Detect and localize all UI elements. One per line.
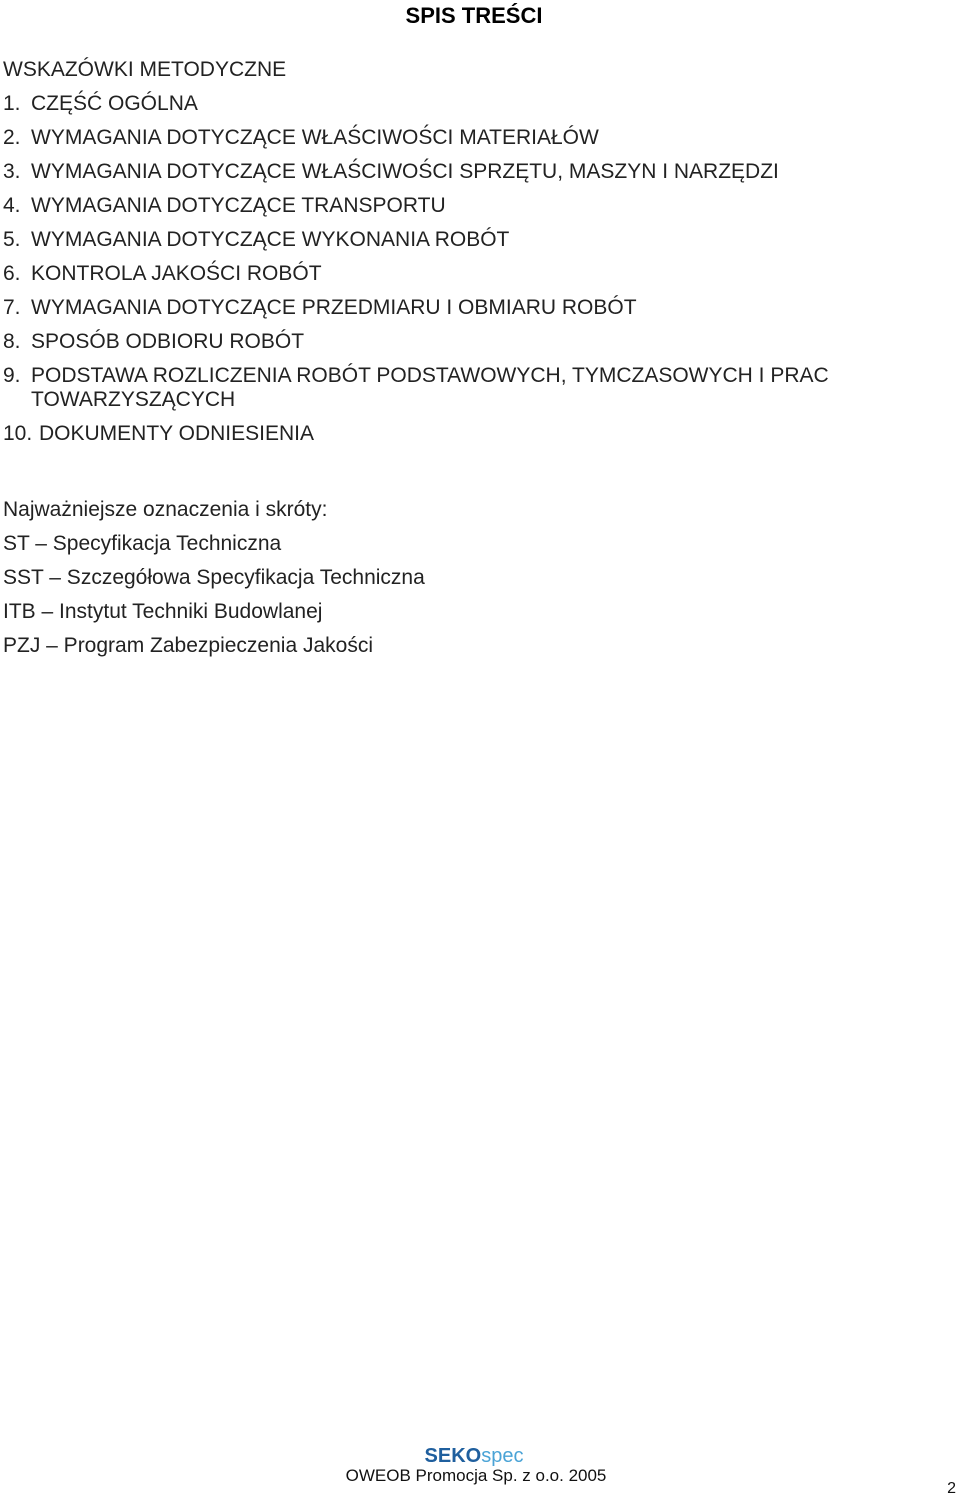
- toc-item-text: WYMAGANIA DOTYCZĄCE TRANSPORTU: [31, 194, 446, 217]
- toc-item-text: KONTROLA JAKOŚCI ROBÓT: [31, 262, 322, 285]
- toc-item-number: 4.: [3, 194, 21, 217]
- toc-item-text: PODSTAWA ROZLICZENIA ROBÓT PODSTAWOWYCH, TYMCZASOWYCH I PRAC TOWARZYSZĄCYCH: [31, 364, 829, 411]
- toc-item: [3, 90, 933, 124]
- toc-item-text: DOKUMENTY ODNIESIENIA: [39, 422, 314, 445]
- toc-item: [3, 420, 933, 454]
- toc-item-text: CZĘŚĆ OGÓLNA: [31, 92, 198, 115]
- toc-intro: WSKAZÓWKI METODYCZNE: [3, 58, 287, 81]
- sekospec-logo: [0, 1445, 948, 1467]
- toc-item: [3, 192, 933, 226]
- toc-item-number: 7.: [3, 296, 21, 319]
- logo-seko-text: SEKO: [424, 1445, 482, 1467]
- abbreviation-item: SST – Szczegółowa Specyfikacja Techniczna: [3, 566, 425, 589]
- toc-item-text: SPOSÓB ODBIORU ROBÓT: [31, 330, 305, 353]
- toc-item: [3, 294, 933, 328]
- toc-item-number: 2.: [3, 126, 21, 149]
- page-title: SPIS TREŚCI: [405, 3, 543, 28]
- table-of-contents: [3, 56, 933, 454]
- abbreviations-section: [3, 496, 933, 666]
- toc-item-text: WYMAGANIA DOTYCZĄCE PRZEDMIARU I OBMIARU ROBÓT: [31, 296, 637, 319]
- abbreviations-heading: Najważniejsze oznaczenia i skróty:: [3, 498, 328, 521]
- toc-item: [3, 328, 933, 362]
- toc-item-number: 5.: [3, 228, 21, 251]
- toc-item-number: 1.: [3, 92, 21, 115]
- toc-item: [3, 158, 933, 192]
- toc-item: [3, 226, 933, 260]
- toc-item-text: WYMAGANIA DOTYCZĄCE WŁAŚCIWOŚCI MATERIAŁÓW: [31, 126, 599, 149]
- toc-item: [3, 260, 933, 294]
- toc-item-number: 3.: [3, 160, 21, 183]
- footer-company: OWEOB Promocja Sp. z o.o. 2005: [345, 1466, 607, 1485]
- abbreviation-item: ST – Specyfikacja Techniczna: [3, 532, 282, 555]
- toc-item-number: 9.: [3, 364, 21, 387]
- toc-item: [3, 362, 933, 420]
- toc-item: [3, 124, 933, 158]
- abbreviation-item: ITB – Instytut Techniki Budowlanej: [3, 600, 323, 623]
- toc-item-number: 6.: [3, 262, 21, 285]
- toc-item-number: 10.: [3, 422, 33, 445]
- abbreviation-item: PZJ – Program Zabezpieczenia Jakości: [3, 634, 373, 657]
- toc-item-text: WYMAGANIA DOTYCZĄCE WŁAŚCIWOŚCI SPRZĘTU, MASZYN I NARZĘDZI: [31, 160, 779, 183]
- toc-item-text: WYMAGANIA DOTYCZĄCE WYKONANIA ROBÓT: [31, 228, 510, 251]
- page-number: 2: [947, 1480, 956, 1497]
- logo-spec-text: spec: [481, 1445, 524, 1467]
- toc-item-number: 8.: [3, 330, 21, 353]
